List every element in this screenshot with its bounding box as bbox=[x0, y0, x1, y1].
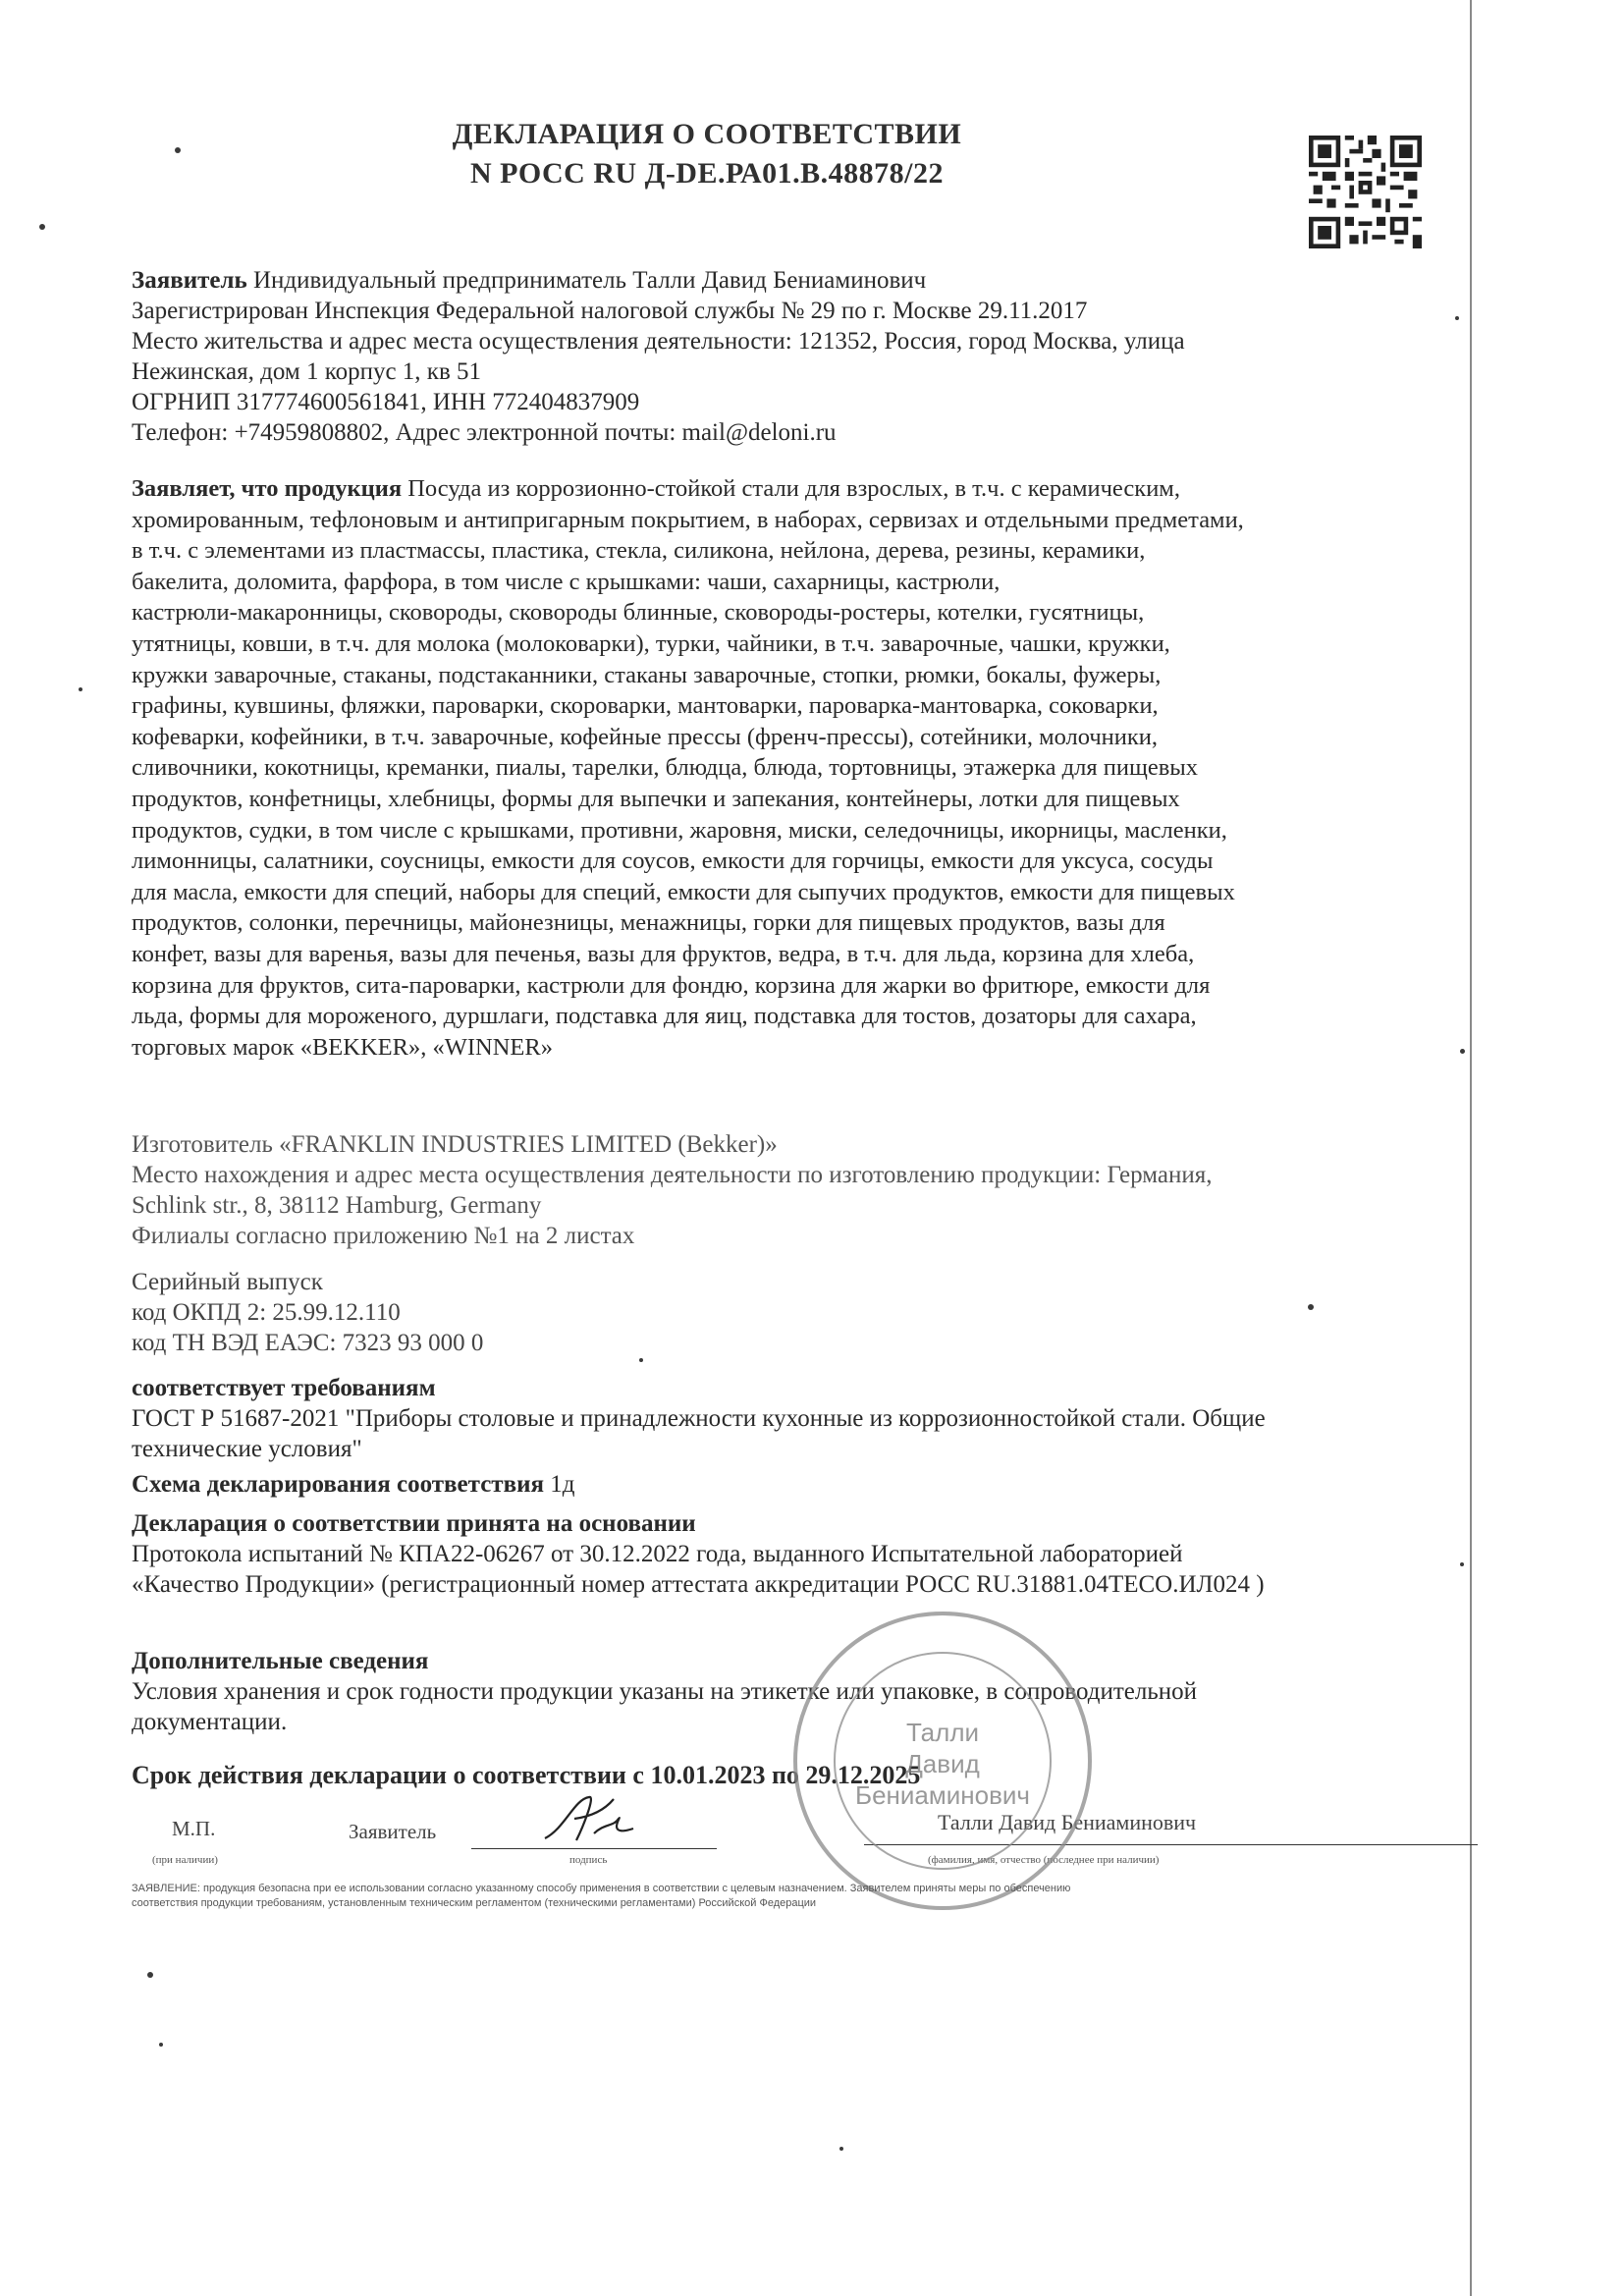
product-label: Заявляет, что продукция bbox=[132, 475, 403, 502]
handwritten-signature bbox=[535, 1789, 643, 1848]
product-line: лимонницы, салатники, соусницы, емкости для соусов, емкости для горчицы, емкости для уксуса, сосуды bbox=[132, 847, 1214, 875]
manufacturer-section bbox=[132, 1129, 1487, 1251]
footer-statement bbox=[132, 1882, 1467, 1911]
validity-text: Срок действия декларации о соответствии с 10.01.2023 по 29.12.2025 bbox=[132, 1761, 921, 1789]
signature-line bbox=[471, 1848, 717, 1849]
basis-label: Декларация о соответствии принята на основании bbox=[132, 1510, 696, 1537]
footer-line: соответствия продукции требованиям, установленным техническим регламентом (техническими регламентами) Российской Федерации bbox=[132, 1897, 817, 1909]
product-line: продуктов, судки, в том числе с крышками, противни, жаровня, миски, селедочницы, икорницы, масленки, bbox=[132, 816, 1227, 844]
product-line: торговых марок «BEKKER», «WINNER» bbox=[132, 1033, 553, 1061]
document-title: ДЕКЛАРАЦИЯ О СООТВЕТСТВИИ bbox=[452, 118, 962, 150]
additional-label: Дополнительные сведения bbox=[132, 1648, 429, 1674]
applicant-name: Индивидуальный предприниматель Талли Давид Бениаминович bbox=[246, 267, 927, 294]
applicant-address-cont: Нежинская, дом 1 корпус 1, кв 51 bbox=[132, 358, 482, 385]
manufacturer-name: Изготовитель «FRANKLIN INDUSTRIES LIMITED (Bekker)» bbox=[132, 1131, 778, 1158]
applicant-registration: Зарегистрирован Инспекция Федеральной налоговой службы № 29 по г. Москве 29.11.2017 bbox=[132, 298, 1088, 324]
applicant-ogrnip: ОГРНИП 317774600561841, ИНН 772404837909 bbox=[132, 389, 640, 415]
product-line: продуктов, конфетницы, хлебницы, формы для выпечки и запекания, контейнеры, лотки для пищевых bbox=[132, 785, 1180, 812]
scheme-value: 1д bbox=[544, 1471, 575, 1498]
accreditation-line: «Качество Продукции» (регистрационный номер аттестата аккредитации РОСС RU.31881.04ТЕСО.ИЛ024 ) bbox=[132, 1571, 1265, 1598]
stamp-line: Талли bbox=[905, 1718, 980, 1747]
document-number: N РОСС RU Д-DE.РА01.В.48878/22 bbox=[470, 157, 944, 190]
product-section bbox=[132, 473, 1487, 1063]
stamp-line: Бениаминович bbox=[855, 1780, 1030, 1810]
product-line: льда, формы для мороженого, дуршлаги, подставка для яиц, подставка для тостов, дозаторы для сахара, bbox=[132, 1003, 1197, 1030]
product-line: сливочники, кокотницы, креманки, пиалы, тарелки, блюдца, блюда, тортовницы, этажерка для пищевых bbox=[132, 754, 1199, 782]
manufacturer-address: Место нахождения и адрес места осуществления деятельности по изготовлению продукции: Германия, bbox=[132, 1162, 1213, 1188]
round-seal-stamp bbox=[785, 1604, 1100, 1918]
applicant-section bbox=[132, 265, 1487, 448]
qr-code-icon bbox=[1309, 136, 1422, 248]
applicant-contacts: Телефон: +74959808802, Адрес электронной почты: mail@deloni.ru bbox=[132, 419, 837, 446]
requirements-section bbox=[132, 1373, 1487, 1464]
applicant-address: Место жительства и адрес места осуществления деятельности: 121352, Россия, город Москва, улица bbox=[132, 328, 1185, 355]
stamp-line: Давид bbox=[905, 1749, 980, 1778]
signature-caption: подпись bbox=[569, 1854, 608, 1866]
scheme-section bbox=[132, 1469, 1487, 1500]
scan-speck bbox=[79, 687, 82, 691]
manufacturer-branches: Филиалы согласно приложению №1 на 2 листах bbox=[132, 1223, 635, 1249]
scan-speck bbox=[147, 1972, 153, 1978]
product-line: хромированным, тефлоновым и антипригарным покрытием, в наборах, сервизах и отдельными предметами, bbox=[132, 506, 1244, 533]
scan-speck bbox=[175, 147, 181, 153]
product-line: кружки заварочные, стаканы, подстаканники, стаканы заварочные, стопки, рюмки, бокалы, фужеры, bbox=[132, 661, 1162, 688]
footer-line: ЗАЯВЛЕНИЕ: продукция безопасна при ее использовании согласно указанному способу применения в соответствии с целевым назначением. Заявителем приняты меры по обеспечению bbox=[132, 1883, 1071, 1894]
applicant-sign-label: Заявитель bbox=[349, 1820, 437, 1843]
standard-line: ГОСТ Р 51687-2021 "Приборы столовые и принадлежности кухонные из коррозионностойкой стали. Общие bbox=[132, 1405, 1266, 1432]
name-caption: (фамилия, имя, отчество (последнее при наличии) bbox=[928, 1854, 1160, 1866]
scheme-label: Схема декларирования соответствия bbox=[132, 1471, 545, 1498]
product-line: для масла, емкости для специй, наборы для специй, емкости для сыпучих продуктов, емкости для пищевых bbox=[132, 878, 1235, 905]
product-line: графины, кувшины, фляжки, пароварки, скороварки, мантоварки, пароварка-мантоварка, соковарки, bbox=[132, 692, 1159, 720]
tnved-code: код ТН ВЭД ЕАЭС: 7323 93 000 0 bbox=[132, 1330, 484, 1356]
mp-label: М.П. bbox=[172, 1817, 216, 1840]
storage-conditions: Условия хранения и срок годности продукции указаны на этикетке или упаковке, в сопроводительной bbox=[132, 1678, 1197, 1705]
standard-line-cont: технические условия" bbox=[132, 1436, 362, 1462]
scan-speck bbox=[839, 2147, 843, 2151]
codes-section bbox=[132, 1267, 1487, 1358]
scan-speck bbox=[639, 1358, 643, 1362]
product-line: корзина для фруктов, сита-пароварки, кастрюли для фондю, корзина для жарки во фритюре, емкости для bbox=[132, 971, 1211, 999]
protocol-line: Протокола испытаний № КПА22-06267 от 30.12.2022 года, выданного Испытательной лабораторией bbox=[132, 1541, 1183, 1567]
product-line: утятницы, ковши, в т.ч. для молока (молоковарки), турки, чайники, в т.ч. заварочные, чашки, кружки, bbox=[132, 629, 1170, 657]
product-line: Посуда из коррозионно-стойкой стали для взрослых, в т.ч. с керамическим, bbox=[402, 475, 1180, 502]
requirements-label: соответствует требованиям bbox=[132, 1375, 436, 1401]
storage-conditions-cont: документации. bbox=[132, 1709, 288, 1735]
mp-caption: (при наличии) bbox=[152, 1854, 218, 1866]
product-line: продуктов, солонки, перечницы, майонезницы, менажницы, горки для пищевых продуктов, вазы для bbox=[132, 909, 1165, 937]
basis-section bbox=[132, 1508, 1487, 1600]
manufacturer-address-cont: Schlink str., 8, 38112 Hamburg, Germany bbox=[132, 1192, 542, 1219]
signatory-name: Талли Давид Бениаминович bbox=[938, 1810, 1197, 1834]
scan-speck bbox=[159, 2043, 163, 2047]
product-line: кастрюли-макаронницы, сковороды, сковороды блинные, сковороды-ростеры, котелки, гусятницы, bbox=[132, 599, 1145, 627]
serial-production: Серийный выпуск bbox=[132, 1269, 323, 1295]
product-line: бакелита, доломита, фарфора, в том числе с крышками: чаши, сахарницы, кастрюли, bbox=[132, 568, 1001, 595]
scan-speck bbox=[39, 224, 45, 230]
applicant-label: Заявитель bbox=[132, 267, 247, 294]
okpd-code: код ОКПД 2: 25.99.12.110 bbox=[132, 1299, 401, 1326]
product-line: кофеварки, кофейники, в т.ч. заварочные, кофейные прессы (френч-прессы), сотейники, молочники, bbox=[132, 723, 1159, 750]
product-line: в т.ч. с элементами из пластмассы, пластика, стекла, силикона, нейлона, дерева, резины, керамики, bbox=[132, 537, 1146, 565]
product-line: конфет, вазы для варенья, вазы для печенья, вазы для фруктов, ведра, в т.ч. для льда, корзина для хлеба, bbox=[132, 940, 1195, 967]
